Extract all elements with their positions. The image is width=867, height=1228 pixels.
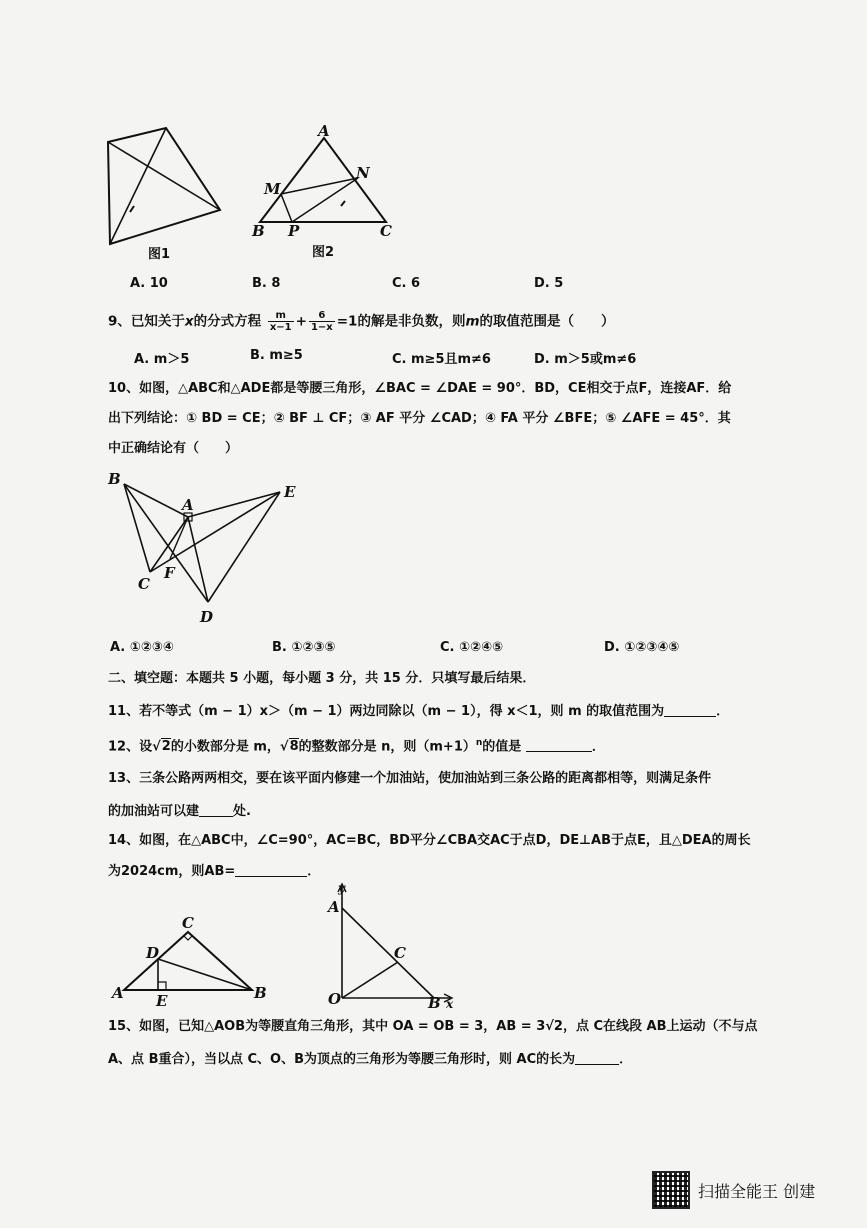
q9-stem: 9、已知关于x的分式方程 $\frac{m}{x-1}$ + $\frac{6}{1-x}$ =1的解是非负数，则m的取值范围是（ ） bbox=[108, 310, 615, 333]
q13-line-2: 的加油站可以建 处. bbox=[108, 804, 251, 819]
q12-stem: 12、设√2的小数部分是 m，√8的整数部分是 n，则$(m+1)^n$的值是 ． bbox=[108, 738, 605, 755]
q8-label-B: B bbox=[252, 222, 265, 240]
q14-fig1-label-B: B bbox=[254, 984, 267, 1002]
q14-fig1-label-C: C bbox=[182, 914, 194, 932]
scanner-watermark bbox=[652, 1170, 815, 1210]
q10-option-a: A. ①②③④ bbox=[110, 640, 174, 655]
q14-fig2-label-O: O bbox=[328, 990, 342, 1008]
q8-figure-2 bbox=[248, 122, 398, 262]
q14-answer-blank[interactable] bbox=[235, 862, 307, 877]
q13-answer-blank[interactable] bbox=[199, 802, 233, 817]
q10-option-c: C. ①②④⑤ bbox=[440, 640, 504, 655]
q14-line-1: 14、如图，在△ABC中，∠C=90°，AC=BC，BD平分∠CBA交AC于点D，DE⊥AB于点E，且△DEA的周长 bbox=[108, 833, 751, 848]
q10-label-F: F bbox=[164, 564, 175, 582]
q12-answer-blank[interactable] bbox=[526, 737, 592, 752]
q10-label-D: D bbox=[200, 608, 214, 626]
q10-label-C: C bbox=[138, 575, 150, 593]
q14-figure-2 bbox=[322, 880, 462, 1010]
q14-fig2-label-B: B bbox=[428, 994, 441, 1010]
q8-option-b: B. 8 bbox=[252, 276, 281, 291]
q9-fraction-1: $\frac{m}{x-1}$ bbox=[269, 310, 292, 333]
section-2-heading: 二、填空题：本题共 5 小题，每小题 3 分，共 15 分．只填写最后结果． bbox=[108, 671, 536, 686]
q8-option-a: A. 10 bbox=[130, 276, 168, 291]
q8-label-N: N bbox=[356, 164, 370, 182]
q10-option-d: D. ①②③④⑤ bbox=[604, 640, 680, 655]
q14-fig2-label-A: A bbox=[328, 898, 340, 916]
q14-fig1-label-D: D bbox=[146, 944, 160, 962]
q8-label-A: A bbox=[318, 122, 330, 140]
q8-figure-1 bbox=[100, 122, 240, 262]
q9-option-b: B. m≥5 bbox=[250, 348, 303, 363]
q8-label-P: P bbox=[288, 222, 300, 240]
q15-answer-blank[interactable] bbox=[575, 1050, 619, 1065]
q15-line-2: A、点 B重合），当以点 C、O、B为顶点的三角形为等腰三角形时，则 AC的长为 ． bbox=[108, 1052, 633, 1067]
q9-option-c: C. m≥5且m≠6 bbox=[392, 352, 491, 367]
q11-stem: 11、若不等式（m − 1）x＞（m − 1）两边同除以（m − 1），得 x＜1，则 m 的取值范围为 ． bbox=[108, 704, 730, 719]
q11-answer-blank[interactable] bbox=[664, 702, 716, 717]
q8-option-c: C. 6 bbox=[392, 276, 421, 291]
q9-option-a: A. m＞5 bbox=[134, 352, 190, 367]
q10-figure bbox=[100, 462, 320, 632]
q9-fraction-2: $\frac{6}{1-x}$ bbox=[310, 310, 333, 333]
q13-line-1: 13、三条公路两两相交，要在该平面内修建一个加油站，使加油站到三条公路的距离都相等，则满足条件 bbox=[108, 771, 712, 786]
q8-label-M: M bbox=[264, 180, 281, 198]
q10-option-b: B. ①②③⑤ bbox=[272, 640, 336, 655]
watermark-text: 扫描全能王 创建 bbox=[698, 1181, 816, 1201]
q8-fig1-caption: 图1 bbox=[148, 247, 171, 262]
q8-option-d: D. 5 bbox=[534, 276, 564, 291]
q9-option-d: D. m＞5或m≠6 bbox=[534, 352, 637, 367]
q10-label-E: E bbox=[284, 483, 296, 501]
q10-line-1: 10、如图，△ABC和△ADE都是等腰三角形，∠BAC = ∠DAE = 90°．BD，CE相交于点F，连接AF．给 bbox=[108, 381, 732, 396]
q10-line-3: 中正确结论有（ ） bbox=[108, 441, 239, 456]
q10-line-2: 出下列结论：① BD = CE；② BF ⊥ CF；③ AF 平分 ∠CAD；④ FA 平分 ∠BFE；⑤ ∠AFE = 45°．其 bbox=[108, 411, 731, 426]
q14-fig1-label-A: A bbox=[112, 984, 124, 1002]
q14-fig2-label-x: x bbox=[446, 997, 454, 1010]
q14-fig2-label-C: C bbox=[394, 944, 406, 962]
q10-label-B: B bbox=[108, 470, 121, 488]
q8-label-C: C bbox=[380, 222, 392, 240]
q15-line-1: 15、如图，已知△AOB为等腰直角三角形，其中 OA = OB = 3，AB = 3√2，点 C在线段 AB上运动（不与点 bbox=[108, 1019, 758, 1034]
q8-fig2-caption: 图2 bbox=[312, 245, 335, 260]
q14-fig2-label-y: y bbox=[338, 881, 345, 895]
q10-label-A: A bbox=[182, 496, 194, 514]
q14-figure-1 bbox=[108, 910, 278, 1010]
qr-code-icon bbox=[652, 1171, 690, 1209]
q14-line-2: 为2024cm，则AB= ． bbox=[108, 864, 321, 879]
q14-fig1-label-E: E bbox=[156, 992, 168, 1010]
